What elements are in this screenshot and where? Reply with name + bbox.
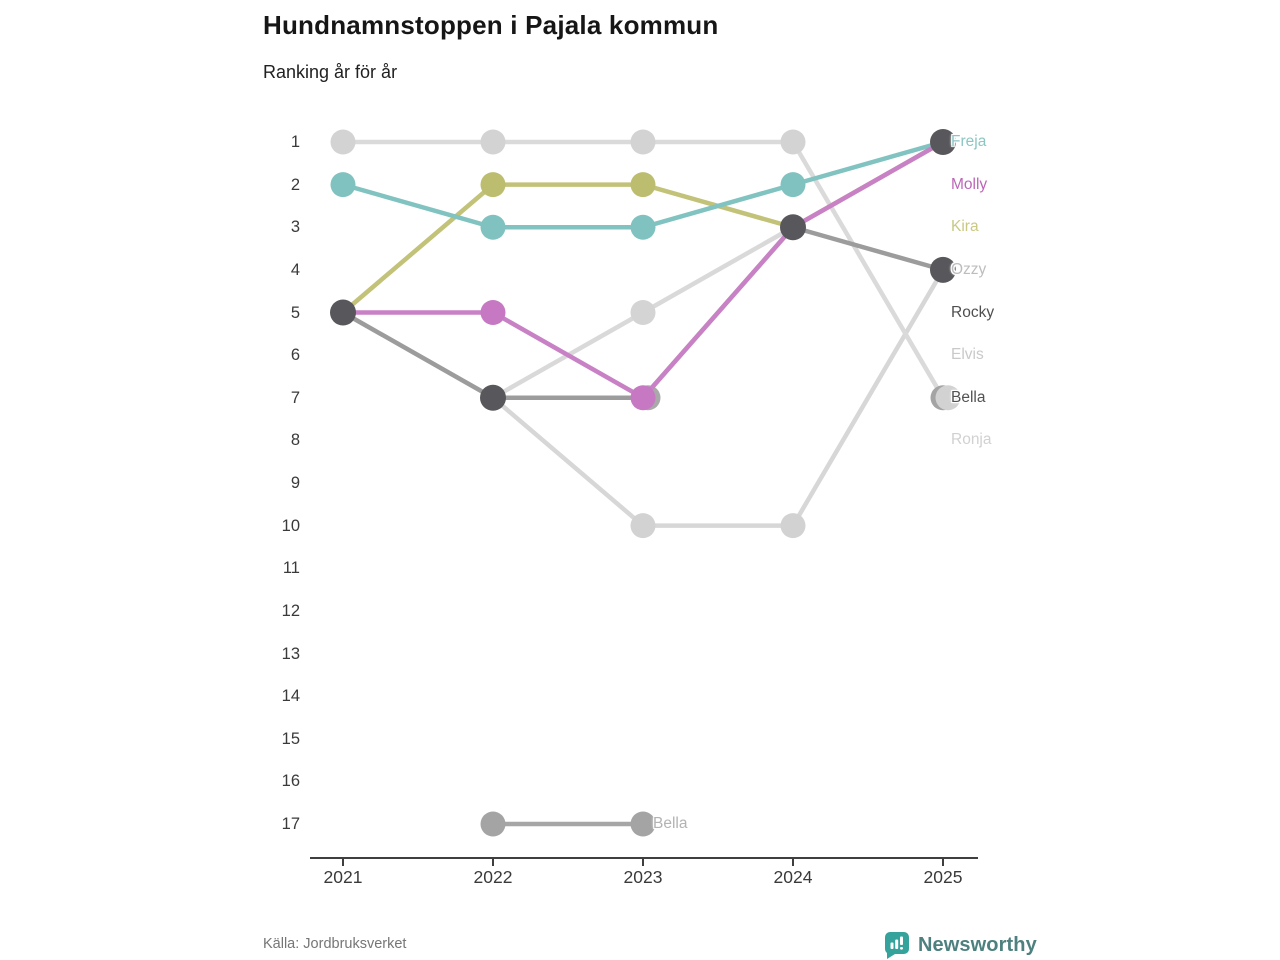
series-label-rocky: Rocky [951,303,995,321]
y-axis-label-7: 7 [290,388,300,407]
dot-elvis-2024 [781,130,806,155]
series-label-kira: Kira [951,218,979,236]
x-axis-label-2022: 2022 [473,867,513,887]
x-axis-label-2021: 2021 [323,867,363,887]
dot-ronja-2023 [631,300,656,325]
dot-bella-2022 [481,812,506,837]
y-axis-label-13: 13 [281,644,300,663]
tie-dot-2022-rank7 [480,385,506,411]
dot-kira-2022 [481,172,506,197]
x-axis-label-2024: 2024 [773,867,813,887]
dot-kira-2023 [631,172,656,197]
newsworthy-badge-icon [884,931,910,960]
dot-freja-2024 [781,172,806,197]
tie-dot-2021-rank5 [330,300,356,326]
newsworthy-logo [884,931,1037,960]
dot-elvis-2023 [631,130,656,155]
y-axis-label-9: 9 [290,474,300,492]
dot-ozzy-2024 [781,513,806,538]
dot-elvis-offset-2025 [936,385,961,410]
page-title: Hundnamnstoppen i Pajala kommun [263,10,719,40]
dot-elvis-2022 [481,130,506,155]
y-axis-label-12: 12 [281,601,300,620]
series-label-ronja: Ronja [951,431,992,449]
inline-label-bella: Bella [653,815,688,832]
x-axis-label-2023: 2023 [623,867,663,887]
y-axis-label-11: 11 [282,559,300,578]
page-subtitle: Ranking år för år [263,62,398,82]
tie-dot-2025-rank4 [930,257,956,283]
y-axis-label-14: 14 [281,687,300,706]
dot-molly-2022 [481,300,506,325]
dot-elvis-2021 [331,130,356,155]
dot-bella-2023 [631,812,656,837]
y-axis-label-6: 6 [290,346,300,365]
tie-dot-2024-rank3 [780,214,806,240]
source-note: Källa: Jordbruksverket [263,936,407,952]
dot-freja-2021 [331,172,356,197]
y-axis-label-4: 4 [290,260,300,279]
y-axis-label-15: 15 [281,729,300,748]
series-label-bella: Bella [951,388,986,406]
dot-molly-2023 [631,385,656,410]
y-axis-label-17: 17 [281,815,300,833]
series-label-elvis: Elvis [951,346,984,364]
x-axis-label-2025: 2025 [923,867,963,887]
y-axis-label-10: 10 [281,516,300,535]
y-axis-label-5: 5 [290,303,300,322]
dot-ozzy-2023 [631,513,656,538]
y-axis-label-1: 1 [290,133,300,151]
tie-dot-2025-rank1 [930,129,956,155]
series-label-molly: Molly [951,175,988,193]
dot-freja-2022 [481,215,506,240]
dot-freja-2023 [631,215,656,240]
series-label-freja: Freja [951,133,987,150]
series-label-ozzy: Ozzy [951,260,987,278]
newsworthy-wordmark: Newsworthy [918,934,1037,956]
y-axis-label-2: 2 [290,175,300,194]
y-axis-label-8: 8 [290,431,300,450]
y-axis-label-16: 16 [281,772,300,791]
y-axis-label-3: 3 [290,218,300,237]
